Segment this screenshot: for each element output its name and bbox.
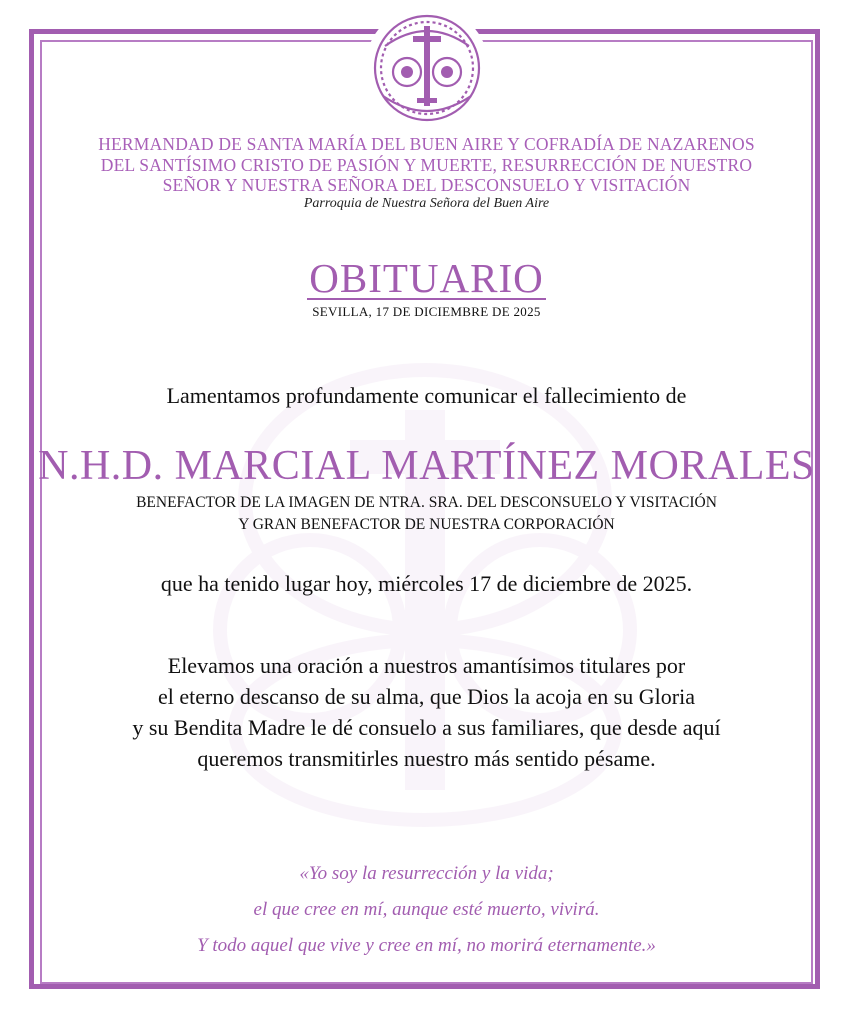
crown-of-thorns-crest-icon	[365, 6, 489, 130]
document-title-text: OBITUARIO	[309, 255, 544, 301]
prayer-line1: Elevamos una oración a nuestros amantísimos titulares por	[167, 653, 686, 678]
quote-line1: «Yo soy la resurrección y la vida;	[299, 863, 554, 884]
brotherhood-name	[60, 134, 793, 196]
scripture-quote	[60, 856, 793, 964]
deceased-role	[60, 492, 793, 536]
brotherhood-emblem	[365, 6, 489, 130]
prayer-paragraph	[60, 650, 793, 774]
quote-line2: el que cree en mí, aunque esté muerto, vivirá.	[253, 899, 600, 920]
prayer-line3: y su Bendita Madre le dé consuelo a sus familiares, que desde aquí	[132, 715, 721, 740]
brotherhood-name-line3: SEÑOR Y NUESTRA SEÑORA DEL DESCONSUELO Y VISITACIÓN	[162, 175, 691, 195]
deceased-role-line1: BENEFACTOR DE LA IMAGEN DE NTRA. SRA. DEL DESCONSUELO Y VISITACIÓN	[136, 494, 717, 511]
prayer-line4: queremos transmitirles nuestro más sentido pésame.	[197, 746, 656, 771]
death-date-statement: que ha tenido lugar hoy, miércoles 17 de diciembre de 2025.	[160, 571, 693, 596]
brotherhood-name-line2: DEL SANTÍSIMO CRISTO DE PASIÓN Y MUERTE, RESURRECCIÓN DE NUESTRO	[100, 154, 753, 175]
deceased-name: N.H.D. MARCIAL MARTÍNEZ MORALES	[38, 443, 815, 489]
brotherhood-name-line1: HERMANDAD DE SANTA MARÍA DEL BUEN AIRE Y COFRADÍA DE NAZARENOS	[98, 134, 755, 154]
document-title	[0, 254, 853, 302]
parish-name: Parroquia de Nuestra Señora del Buen Aire	[303, 196, 550, 211]
quote-line3: Y todo aquel que vive y cree en mí, no morirá eternamente.»	[197, 935, 656, 956]
deceased-role-line2: Y GRAN BENEFACTOR DE NUESTRA CORPORACIÓN	[238, 516, 615, 533]
announcement-lead: Lamentamos profundamente comunicar el fallecimiento de	[166, 383, 687, 408]
prayer-line2: el eterno descanso de su alma, que Dios la acoja en su Gloria	[158, 684, 695, 709]
document-date: SEVILLA, 17 DE DICIEMBRE DE 2025	[312, 304, 541, 319]
